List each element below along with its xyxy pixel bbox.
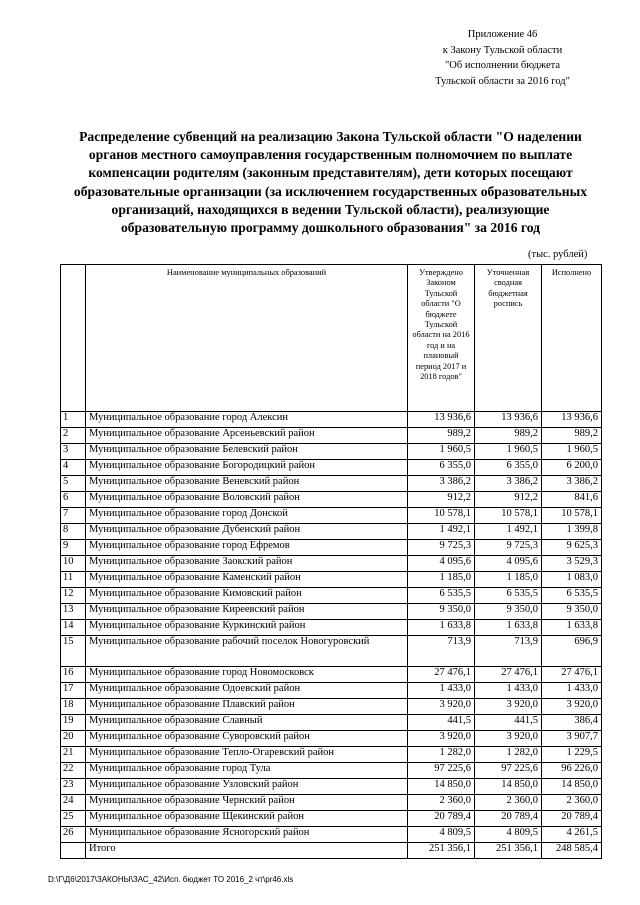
refined-amount: 6 535,5 xyxy=(475,588,542,604)
table-row xyxy=(61,811,602,827)
row-number: 14 xyxy=(61,620,86,636)
municipality-name: Муниципальное образование рабочий поселок Новогуровский xyxy=(86,636,408,667)
row-number: 8 xyxy=(61,524,86,540)
approved-amount: 3 920,0 xyxy=(408,699,475,715)
table-body xyxy=(61,412,602,859)
row-number: 1 xyxy=(61,412,86,428)
row-number: 19 xyxy=(61,715,86,731)
executed-amount: 989,2 xyxy=(542,428,602,444)
table-row xyxy=(61,683,602,699)
subsidy-table xyxy=(60,264,602,859)
table-row xyxy=(61,412,602,428)
total-refined: 251 356,1 xyxy=(475,843,542,859)
row-number: 23 xyxy=(61,779,86,795)
municipality-name: Муниципальное образование Заокский район xyxy=(86,556,408,572)
municipality-name: Муниципальное образование город Алексин xyxy=(86,412,408,428)
header-approved: Утверждено Законом Тульской области "О бюджете Тульской области на 2016 год и на плановый период 2017 и 2018 годов" xyxy=(408,265,475,412)
refined-amount: 3 386,2 xyxy=(475,476,542,492)
appendix-line-4: Тульской области за 2016 год" xyxy=(435,75,570,87)
municipality-name: Муниципальное образование Одоевский район xyxy=(86,683,408,699)
refined-amount: 3 920,0 xyxy=(475,731,542,747)
row-number: 7 xyxy=(61,508,86,524)
table-row xyxy=(61,827,602,843)
executed-amount: 1 399,8 xyxy=(542,524,602,540)
approved-amount: 6 355,0 xyxy=(408,460,475,476)
row-number: 15 xyxy=(61,636,86,667)
approved-amount: 2 360,0 xyxy=(408,795,475,811)
approved-amount: 1 960,5 xyxy=(408,444,475,460)
refined-amount: 27 476,1 xyxy=(475,667,542,683)
appendix-line-2: к Закону Тульской области xyxy=(442,44,563,56)
header-executed: Исполнено xyxy=(542,265,602,412)
executed-amount: 1 229,5 xyxy=(542,747,602,763)
approved-amount: 989,2 xyxy=(408,428,475,444)
row-number: 18 xyxy=(61,699,86,715)
approved-amount: 1 433,0 xyxy=(408,683,475,699)
municipality-name: Муниципальное образование город Новомосковск xyxy=(86,667,408,683)
refined-amount: 3 920,0 xyxy=(475,699,542,715)
executed-amount: 3 529,3 xyxy=(542,556,602,572)
executed-amount: 1 083,0 xyxy=(542,572,602,588)
row-number: 3 xyxy=(61,444,86,460)
refined-amount: 1 960,5 xyxy=(475,444,542,460)
total-approved: 251 356,1 xyxy=(408,843,475,859)
table-row xyxy=(61,747,602,763)
executed-amount: 386,4 xyxy=(542,715,602,731)
table-row xyxy=(61,556,602,572)
approved-amount: 14 850,0 xyxy=(408,779,475,795)
table-row xyxy=(61,476,602,492)
approved-amount: 9 725,3 xyxy=(408,540,475,556)
approved-amount: 3 386,2 xyxy=(408,476,475,492)
total-num-cell xyxy=(61,843,86,859)
table-row xyxy=(61,763,602,779)
table-row xyxy=(61,779,602,795)
approved-amount: 713,9 xyxy=(408,636,475,667)
row-number: 6 xyxy=(61,492,86,508)
row-number: 9 xyxy=(61,540,86,556)
executed-amount: 4 261,5 xyxy=(542,827,602,843)
refined-amount: 989,2 xyxy=(475,428,542,444)
refined-amount: 1 492,1 xyxy=(475,524,542,540)
table-row xyxy=(61,604,602,620)
municipality-name: Муниципальное образование город Ефремов xyxy=(86,540,408,556)
table-row xyxy=(61,492,602,508)
municipality-name: Муниципальное образование Веневский район xyxy=(86,476,408,492)
approved-amount: 13 936,6 xyxy=(408,412,475,428)
table-row xyxy=(61,667,602,683)
executed-amount: 2 360,0 xyxy=(542,795,602,811)
refined-amount: 912,2 xyxy=(475,492,542,508)
municipality-name: Муниципальное образование Арсеньевский район xyxy=(86,428,408,444)
executed-amount: 1 633,8 xyxy=(542,620,602,636)
municipality-name: Муниципальное образование Белевский район xyxy=(86,444,408,460)
table-row xyxy=(61,524,602,540)
table-row xyxy=(61,428,602,444)
approved-amount: 9 350,0 xyxy=(408,604,475,620)
refined-amount: 10 578,1 xyxy=(475,508,542,524)
total-label: Итого xyxy=(86,843,408,859)
municipality-name: Муниципальное образование Ясногорский район xyxy=(86,827,408,843)
executed-amount: 9 350,0 xyxy=(542,604,602,620)
row-number: 21 xyxy=(61,747,86,763)
approved-amount: 912,2 xyxy=(408,492,475,508)
refined-amount: 1 433,0 xyxy=(475,683,542,699)
executed-amount: 9 625,3 xyxy=(542,540,602,556)
approved-amount: 27 476,1 xyxy=(408,667,475,683)
municipality-name: Муниципальное образование Щекинский район xyxy=(86,811,408,827)
executed-amount: 96 226,0 xyxy=(542,763,602,779)
table-row xyxy=(61,620,602,636)
row-number: 16 xyxy=(61,667,86,683)
file-path-footer: D:\Г\Д6\2017\ЗАКОНЫ\ЗАС_42\Исп. бюджет ТО 2016_2 чт\pr46.xls xyxy=(48,875,294,884)
municipality-name: Муниципальное образование Каменский район xyxy=(86,572,408,588)
table-row xyxy=(61,636,602,667)
executed-amount: 3 920,0 xyxy=(542,699,602,715)
refined-amount: 1 185,0 xyxy=(475,572,542,588)
refined-amount: 9 725,3 xyxy=(475,540,542,556)
table-row xyxy=(61,699,602,715)
refined-amount: 14 850,0 xyxy=(475,779,542,795)
row-number: 24 xyxy=(61,795,86,811)
approved-amount: 4 095,6 xyxy=(408,556,475,572)
table-total-row xyxy=(61,843,602,859)
executed-amount: 10 578,1 xyxy=(542,508,602,524)
row-number: 25 xyxy=(61,811,86,827)
municipality-name: Муниципальное образование Кимовский район xyxy=(86,588,408,604)
executed-amount: 841,6 xyxy=(542,492,602,508)
refined-amount: 6 355,0 xyxy=(475,460,542,476)
row-number: 13 xyxy=(61,604,86,620)
table-row xyxy=(61,508,602,524)
approved-amount: 10 578,1 xyxy=(408,508,475,524)
approved-amount: 97 225,6 xyxy=(408,763,475,779)
appendix-line-3: "Об исполнении бюджета xyxy=(445,60,560,71)
municipality-name: Муниципальное образование город Тула xyxy=(86,763,408,779)
table-row xyxy=(61,731,602,747)
approved-amount: 1 633,8 xyxy=(408,620,475,636)
executed-amount: 13 936,6 xyxy=(542,412,602,428)
row-number: 10 xyxy=(61,556,86,572)
executed-amount: 6 200,0 xyxy=(542,460,602,476)
municipality-name: Муниципальное образование Куркинский район xyxy=(86,620,408,636)
header-num xyxy=(61,265,86,412)
municipality-name: Муниципальное образование Дубенский район xyxy=(86,524,408,540)
approved-amount: 1 492,1 xyxy=(408,524,475,540)
refined-amount: 20 789,4 xyxy=(475,811,542,827)
row-number: 4 xyxy=(61,460,86,476)
table-row xyxy=(61,795,602,811)
refined-amount: 2 360,0 xyxy=(475,795,542,811)
table-row xyxy=(61,715,602,731)
executed-amount: 14 850,0 xyxy=(542,779,602,795)
refined-amount: 13 936,6 xyxy=(475,412,542,428)
refined-amount: 97 225,6 xyxy=(475,763,542,779)
refined-amount: 713,9 xyxy=(475,636,542,667)
approved-amount: 20 789,4 xyxy=(408,811,475,827)
municipality-name: Муниципальное образование Плавский район xyxy=(86,699,408,715)
executed-amount: 27 476,1 xyxy=(542,667,602,683)
table-header-row xyxy=(61,265,602,412)
approved-amount: 6 535,5 xyxy=(408,588,475,604)
approved-amount: 4 809,5 xyxy=(408,827,475,843)
approved-amount: 3 920,0 xyxy=(408,731,475,747)
refined-amount: 1 633,8 xyxy=(475,620,542,636)
executed-amount: 3 386,2 xyxy=(542,476,602,492)
municipality-name: Муниципальное образование Киреевский район xyxy=(86,604,408,620)
executed-amount: 6 535,5 xyxy=(542,588,602,604)
municipality-name: Муниципальное образование Чернский район xyxy=(86,795,408,811)
table-row xyxy=(61,460,602,476)
approved-amount: 441,5 xyxy=(408,715,475,731)
table-row xyxy=(61,444,602,460)
approved-amount: 1 282,0 xyxy=(408,747,475,763)
refined-amount: 4 095,6 xyxy=(475,556,542,572)
municipality-name: Муниципальное образование Богородицкий район xyxy=(86,460,408,476)
appendix-note xyxy=(385,27,620,89)
table-row xyxy=(61,540,602,556)
refined-amount: 4 809,5 xyxy=(475,827,542,843)
table-row xyxy=(61,588,602,604)
appendix-line-1: Приложение 46 xyxy=(467,29,538,40)
row-number: 12 xyxy=(61,588,86,604)
table-row xyxy=(61,572,602,588)
municipality-name: Муниципальное образование Славный xyxy=(86,715,408,731)
refined-amount: 9 350,0 xyxy=(475,604,542,620)
municipality-name: Муниципальное образование Суворовский район xyxy=(86,731,408,747)
units-label: (тыс. рублей) xyxy=(528,249,588,260)
municipality-name: Муниципальное образование Воловский район xyxy=(86,492,408,508)
row-number: 11 xyxy=(61,572,86,588)
executed-amount: 20 789,4 xyxy=(542,811,602,827)
document-title: Распределение субвенций на реализацию Закона Тульской области "О наделении органов местного самоуправления государственным полномочием по выплате компенсации родителям (законным представителям), дети которых посещают образовательные организации (за исключением государственных образовательных организаций, находящихся в ведении Тульской области), реализующие образовательную программу дошкольного образования" за 2016 год xyxy=(73,129,588,236)
municipality-name: Муниципальное образование город Донской xyxy=(86,508,408,524)
executed-amount: 1 960,5 xyxy=(542,444,602,460)
approved-amount: 1 185,0 xyxy=(408,572,475,588)
municipality-name: Муниципальное образование Тепло-Огаревский район xyxy=(86,747,408,763)
row-number: 22 xyxy=(61,763,86,779)
refined-amount: 441,5 xyxy=(475,715,542,731)
executed-amount: 1 433,0 xyxy=(542,683,602,699)
executed-amount: 3 907,7 xyxy=(542,731,602,747)
row-number: 17 xyxy=(61,683,86,699)
total-executed: 248 585,4 xyxy=(542,843,602,859)
row-number: 2 xyxy=(61,428,86,444)
row-number: 5 xyxy=(61,476,86,492)
refined-amount: 1 282,0 xyxy=(475,747,542,763)
row-number: 26 xyxy=(61,827,86,843)
row-number: 20 xyxy=(61,731,86,747)
header-refined: Уточненная сводная бюджетная роспись xyxy=(475,265,542,412)
executed-amount: 696,9 xyxy=(542,636,602,667)
header-name: Наименование муниципальных образований xyxy=(86,265,408,412)
municipality-name: Муниципальное образование Узловский район xyxy=(86,779,408,795)
